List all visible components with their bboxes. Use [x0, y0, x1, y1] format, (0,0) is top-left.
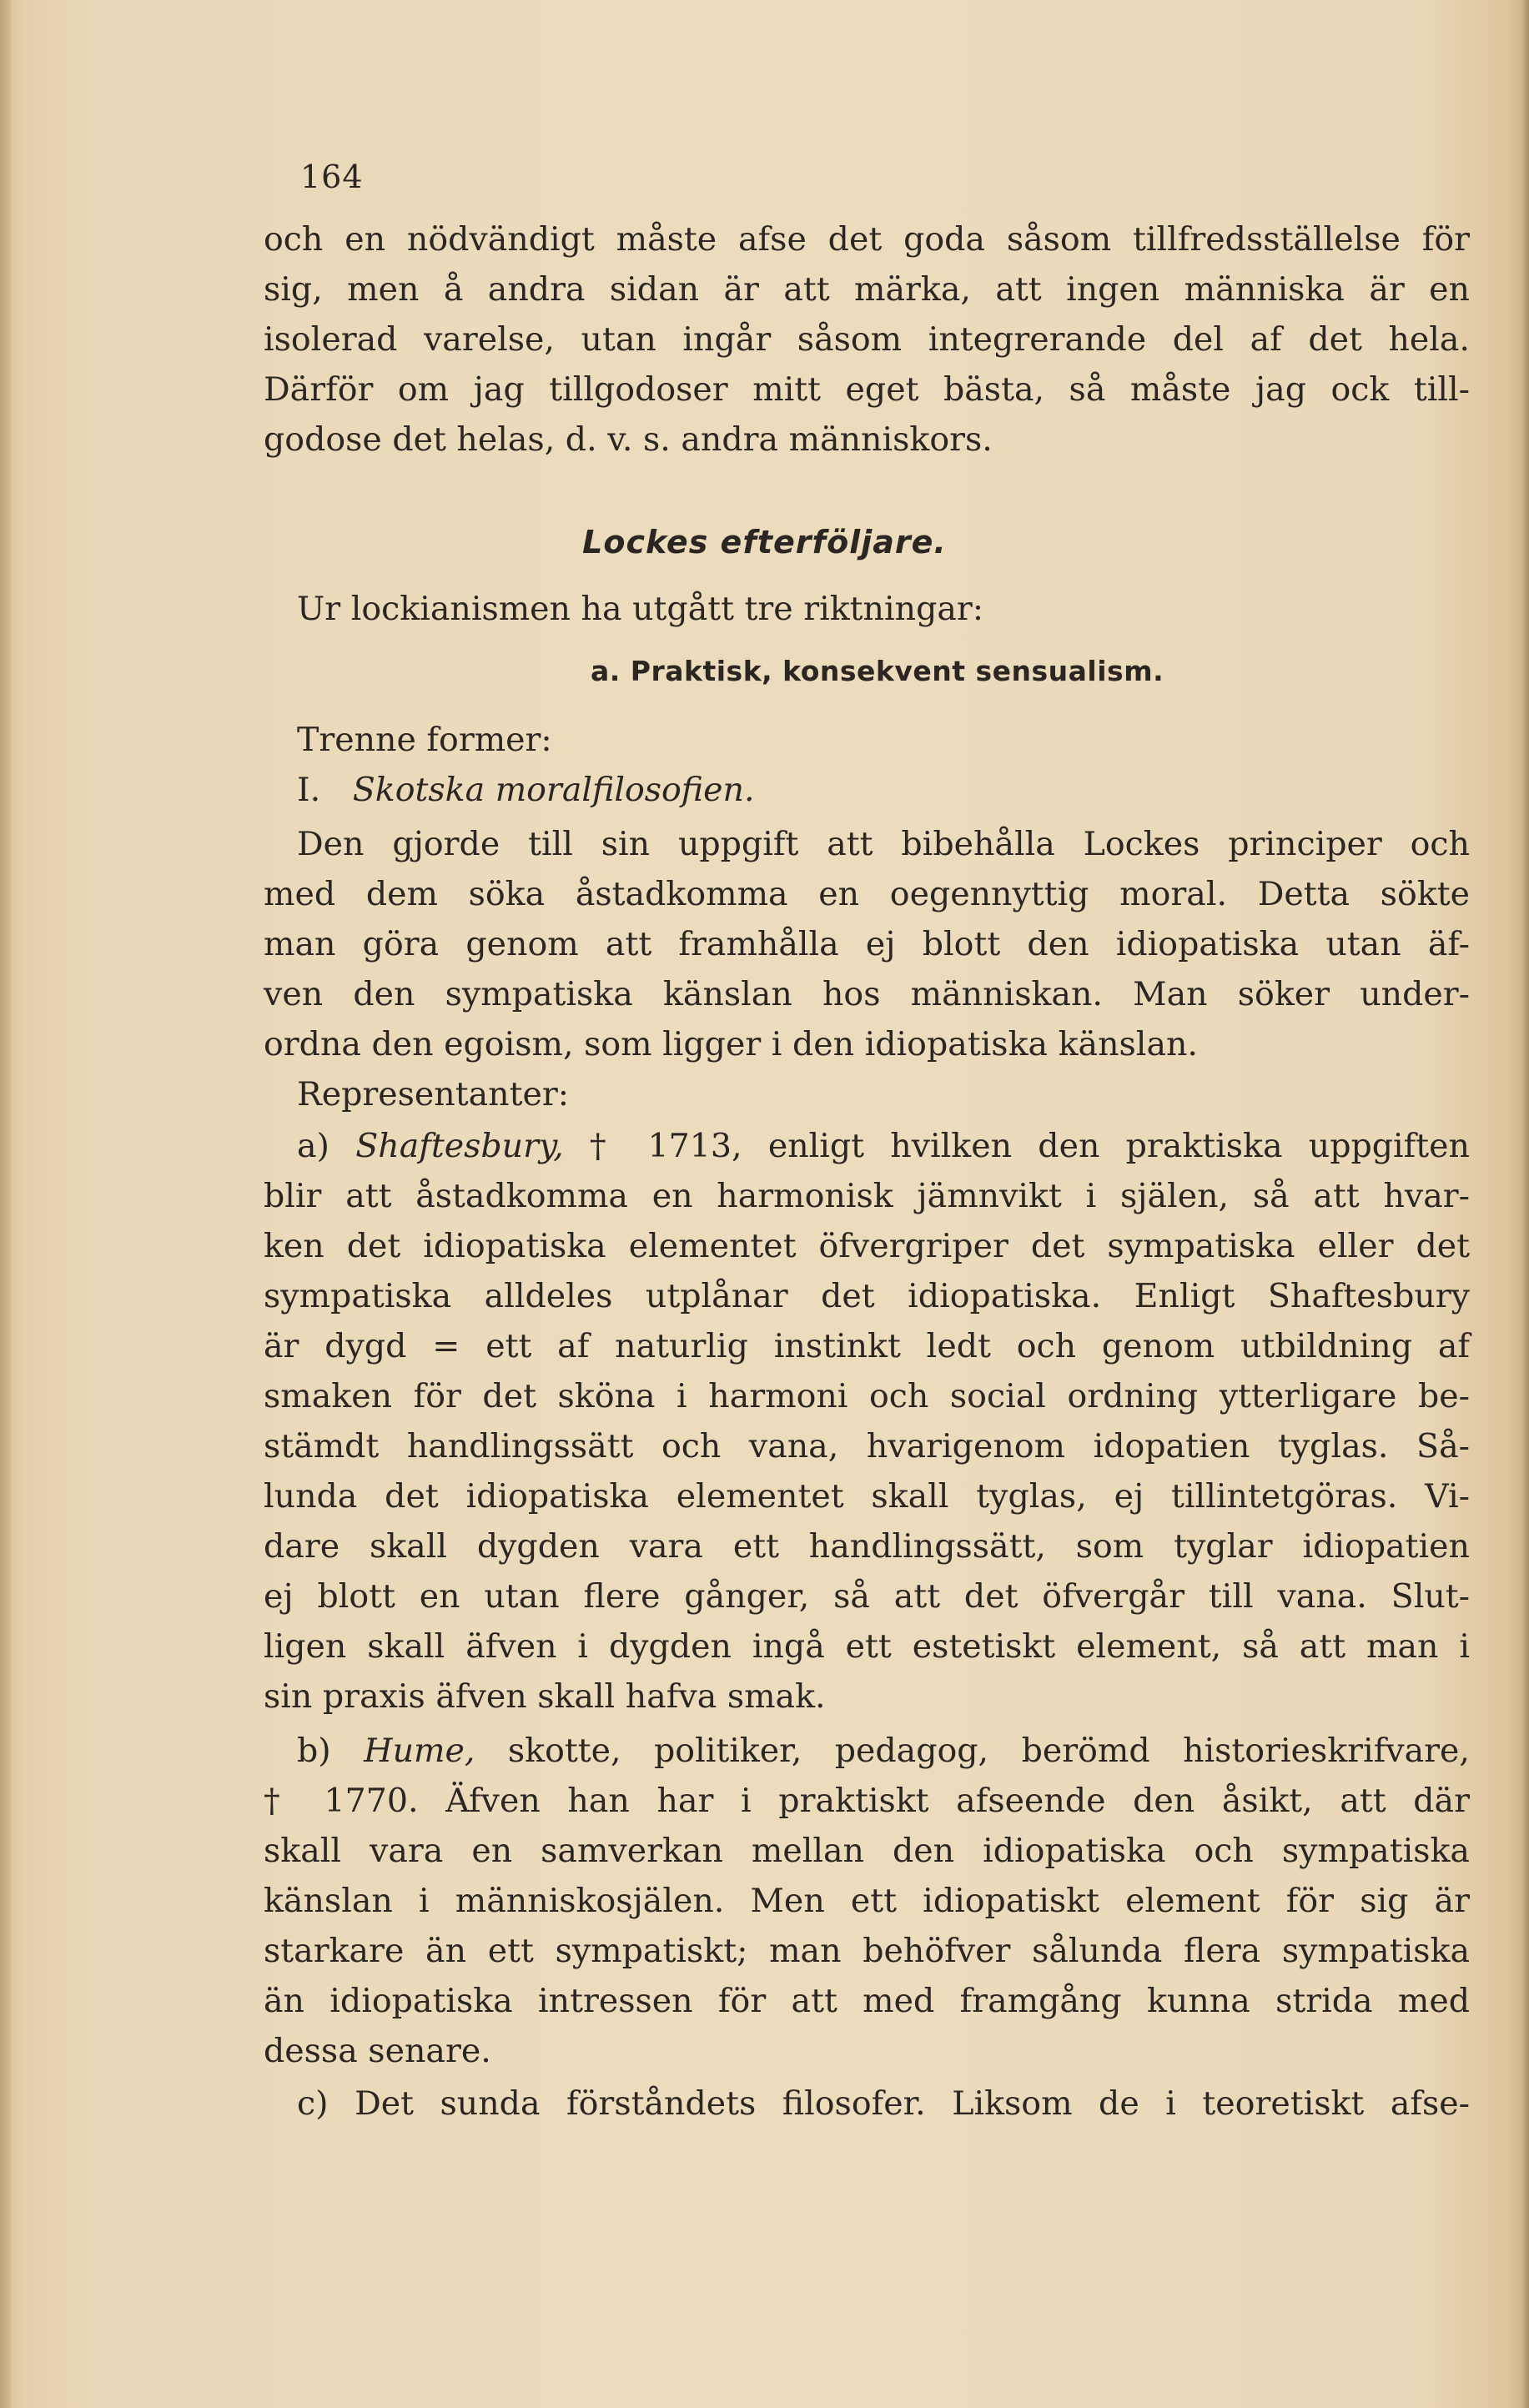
form-one-line-1: Den gjorde till sin uppgift att bibehålla Lockes principer och	[297, 825, 1470, 863]
item-b-rest: skotte, politiker, pedagog, berömd historieskrifvare,	[507, 1732, 1470, 1770]
item-a-name: Shaftesbury,	[355, 1127, 564, 1165]
item-a-first-line	[297, 1121, 1470, 1171]
item-a-line-7: lunda det idiopatiska elementet skall tyglas, ej tillintetgöras. Vi-	[264, 1477, 1470, 1516]
intro-line-1: och en nödvändigt måste afse det goda såsom tillfredsställelse för	[264, 220, 1470, 259]
item-b-line-3: känslan i människosjälen. Men ett idiopatiskt element för sig är	[264, 1882, 1470, 1920]
item-a-line-6: stämdt handlingssätt och vana, hvarigenom idopatien tyglas. Så-	[264, 1427, 1470, 1465]
item-b-line-4: starkare än ett sympatiskt; man behöfver sålunda flera sympatiska	[264, 1932, 1470, 1970]
item-b-line-1: † 1770. Äfven han har i praktiskt afseende den åsikt, att där	[264, 1782, 1470, 1820]
page-edge-right	[1521, 0, 1529, 2408]
item-b-line-2: skall vara en samverkan mellan den idiopatiska och sympatiska	[264, 1832, 1470, 1870]
item-a-line-3: sympatiska alldeles utplånar det idiopatiska. Enligt Shaftesbury	[264, 1277, 1470, 1315]
form-one-line-4: ven den sympatiska känslan hos människan. Man söker under-	[264, 975, 1470, 1013]
intro-line-2: sig, men å andra sidan är att märka, att ingen människa är en	[264, 270, 1470, 309]
form-one-title: Skotska moralfilosofien.	[352, 771, 755, 809]
page-number: 164	[300, 158, 364, 195]
section-heading: Lockes efterföljare.	[582, 524, 947, 561]
page-edge-left	[0, 0, 12, 2408]
item-b-label: b)	[297, 1732, 331, 1770]
form-one-line-5: ordna den egoism, som ligger i den idiopatiska känslan.	[264, 1025, 1198, 1063]
item-a-line-4: är dygd = ett af naturlig instinkt ledt och genom utbildning af	[264, 1327, 1470, 1365]
form-one-heading	[297, 765, 755, 815]
representatives-label: Representanter:	[297, 1075, 570, 1114]
form-one-numeral: I.	[297, 771, 321, 809]
item-b-first-line	[297, 1726, 1470, 1776]
intro-line-4: Därför om jag tillgodoser mitt eget bästa, så måste jag ock till-	[264, 370, 1470, 409]
subheading: a. Praktisk, konsekvent sensualism.	[591, 655, 1164, 687]
item-b-line-6: dessa senare.	[264, 2032, 491, 2070]
intro-line-5: godose det helas, d. v. s. andra människors.	[264, 420, 993, 459]
item-a-rest: † 1713, enligt hvilken den praktiska uppgiften	[589, 1127, 1470, 1165]
item-a-line-5: smaken för det sköna i harmoni och social ordning ytterligare be-	[264, 1377, 1470, 1415]
item-b-name: Hume,	[364, 1732, 475, 1770]
form-one-line-2: med dem söka åstadkomma en oegennyttig moral. Detta sökte	[264, 875, 1470, 913]
item-a-line-2: ken det idiopatiska elementet öfvergriper det sympatiska eller det	[264, 1227, 1470, 1265]
item-a-line-1: blir att åstadkomma en harmonisk jämnvikt i själen, så att hvar-	[264, 1177, 1470, 1215]
item-b-line-5: än idiopatiska intressen för att med framgång kunna strida med	[264, 1982, 1470, 2020]
item-a-line-11: sin praxis äfven skall hafva smak.	[264, 1677, 826, 1716]
item-a-line-10: ligen skall äfven i dygden ingå ett estetiskt element, så att man i	[264, 1627, 1470, 1666]
item-a-label: a)	[297, 1127, 329, 1165]
directions-line: Ur lockianismen ha utgått tre riktningar:	[297, 590, 984, 628]
intro-line-3: isolerad varelse, utan ingår såsom integrerande del af det hela.	[264, 320, 1470, 359]
item-c-line: c) Det sunda förståndets filosofer. Liksom de i teoretiskt afse-	[297, 2084, 1470, 2123]
form-one-line-3: man göra genom att framhålla ej blott den idiopatiska utan äf-	[264, 925, 1470, 963]
forms-line: Trenne former:	[297, 721, 552, 759]
item-a-line-9: ej blott en utan flere gånger, så att det öfvergår till vana. Slut-	[264, 1577, 1470, 1616]
item-a-line-8: dare skall dygden vara ett handlingssätt, som tyglar idiopatien	[264, 1527, 1470, 1566]
